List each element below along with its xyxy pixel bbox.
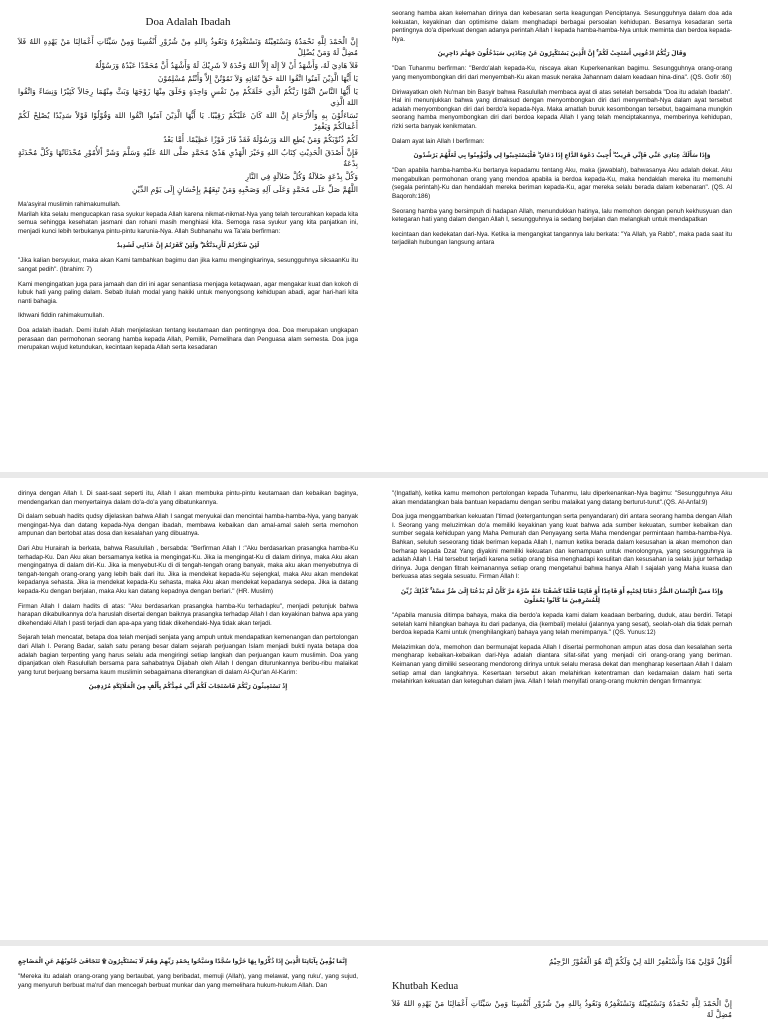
arabic-verse: لَئِنْ شَكَرْتُمْ لَأَزِيدَنَّكُمْ ۖ وَلَئِنْ كَفَرْتُمْ إِنَّ عَذَابِي لَشَدِيدٌ [116, 243, 260, 250]
page3-left-column [18, 958, 358, 996]
page1-right-column [392, 10, 732, 254]
arabic-opening-line: فَلاَ هَادِيَ لَهُ، وَأَشْهَدُ أَنْ لاَ إِلَهَ إِلاَّ اللهُ وَحْدَهُ لاَ شَرِيْكَ لَهُ وَأَشْهَدُ أَنَّ مُحَمَّدًا عَبْدُهُ وَرَسُوْلُهُ [95, 61, 358, 70]
paragraph: Melazimkan do'a, memohon dan bermunajat kepada Allah I disertai permohonan ampun atas dosa dan kesalahan serta mengharap kebaikan-kebaikan dari-Nya adalah diantara sifat-sifat yang menjadi ciri orang-orang yang beriman. Keimanan yang dimiliki seseorang mendorong dirinya untuk selalu merasa dekat dan mengharap kesertaan Allah I dalam setiap amal dan langkahnya. Kesertaan tersebut akan melahirkan ketentraman dan kedamaian dalam hati serta melahirkan kekuatan dan keteguhan dalam jiwa. Allah I telah menyifati orang-orang mukmin dengan firmannya: [392, 643, 732, 686]
verse-translation: "Mereka itu adalah orang-orang yang bertaubat, yang beribadat, memuji (Allah), yang melawat, yang ruku', yang sujud, yang menyuruh berbuat ma'ruf dan mencegah berbuat munkar dan yang memelihara hukum-hukum Allah. Dan [18, 973, 358, 989]
paragraph: kecintaan dan kedekatan dari-Nya. Ketika ia mengangkat tangannya lalu berkata: "Ya Allah, ya Rabb", maka pada saat itu terjadilah hubungan langsung antara [392, 230, 732, 247]
arabic-opening-line: لَكُمْ ذُنُوْبَكُمْ وَمَنْ يُطِعِ اللهَ وَرَسُوْلَهُ فَقَدْ فَازَ فَوْزًا عَظِيْمًا. أَمَّا بَعْدُ [163, 135, 358, 144]
section-title: Khutbah Kedua [392, 981, 459, 992]
arabic-verse: إِذْ تَسْتَغِيثُونَ رَبَّكُمْ فَاسْتَجَابَ لَكُمْ أَنِّي مُمِدُّكُمْ بِأَلْفٍ مِنَ الْمَلَائِكَةِ مُرْدِفِينَ [88, 684, 288, 691]
paragraph: Sejarah telah mencatat, betapa doa telah menjadi senjata yang ampuh untuk mendapatkan kemenangan dan pertolongan dari Allah I. Perang Badar, salah satu perang besar dalam sejarah perjuangan Islam menjadi bukti nyata betapa doa adalah bagian terpenting yang harus selalu ada mengiringi setiap langkah dan perjuangan kaum muslimin. Doa yang dipanjatkan oleh Rasulullah bersama para sahabatnya Dijabah oleh Allah I dengan diturunkannya beribu-ribu malaikat yang turut berjuang bersama kaum muslimin sebagaimana diterangkan di dalam Al-Qur'an Al-Karim: [18, 634, 358, 676]
page-title: Doa Adalah Ibadah [145, 16, 231, 28]
paragraph: Kami mengingatkan juga para jamaah dan diri ini agar senantiasa menjaga ketaqwaan, agar mengakar kuat dan kokoh di lubuk hati yang paling dalam. Sebab itulah modal yang hakiki untuk menyongsong kehidupan abadi, agar hari-hari kita nanti bahagia. [18, 280, 358, 305]
paragraph: seorang hamba akan kelemahan dirinya dan kebesaran serta keagungan Penciptanya. Sesungguhnya dalam doa ada kekuatan, keyakinan dan optimisme dalam menghadapi berbagai persoalan kehidupan. Besarnya kesadaran serta pentingnya do'a diperkuat dengan adanya perintah Allah I kepada hamba-hamba-Nya untuk meminta dan berdoa kepada-Nya. [392, 10, 732, 43]
arabic-opening-line: اللَّهُمَّ صَلِّ عَلَى مُحَمَّدٍ وَعَلَى آلِهِ وَصَحْبِهِ وَمَنْ تَبِعَهُمْ بِإِحْسَانٍ إِلَى يَوْمِ الدِّيْنِ [131, 185, 358, 194]
paragraph: Dari Abu Hurairah ia berkata, bahwa Rasulullah , bersabda: "Berfirman Allah I :"Aku berdasarkan prasangka hamba-Ku terhadap-Ku. Dan Aku akan bersamanya ketika ia mengingat-Ku. Jika ia mengingat-Ku di dalam dirinya, maka Aku akan mengingatnya di dalam diri-Ku. Jika ia menyebut-Ku di di tengah-tengah orang banyak, maka aku akan menyebutnya di tengah-tengah orang-orang yang lebih baik dari itu. Jika ia mendekat kepada-Ku sejengkal, maka Aku akan mendekat kepadanya sehasta. Jika ia mendekat kepada-Ku sehasta, maka Aku akan mendekat kepadanya sedepa. Jika ia datang kepada-Ku dengan berjalan, maka Aku kan datang kepadnya dengan berlari." (HR. Muslim) [18, 544, 358, 595]
arabic-opening-line: إِنَّ الْحَمْدَ لِلَّهِ نَحْمَدُهُ وَنَسْتَعِيْنُهُ وَنَسْتَغْفِرُهُ وَنَعُوذُ بِاللهِ مِنْ شُرُوْرِ أَنْفُسِنَا وَمِنْ سَيِّئَاتِ أَعْمَالِنَا مَنْ يَهْدِهِ اللهُ فَلاَ مُضِلَّ لَهُ وَمَنْ يُضْلِلْ [18, 37, 358, 57]
paragraph: Dalam ayat lain Allah I berfirman: [392, 137, 485, 145]
paragraph: Doa juga menggambarkan kekuatan I'timad (ketergantungan serta penyandaran) diri antara seorang hamba dengan Allah I. Seorang yang meluzimkan do'a memiliki keyakinan yang kuat bahwa ada sumber kekuatan, sumber kebaikan dan sumber segala kehidupan yang Maha Pemurah dan Penyayang serta Maha mendengar permintaan hamba-hamba-Nya. Bahkan, seluluh seseorang tidak beriman kepada Allah I, namun ketika berada dalam kesusahan ia akan memohon dan berharap kepada Dzat Yang diyakini memiliki kekuatan dan kemampuan untuk menolongnya, yang sesungguhnya ia adalah Allah I. Hal tersebut terjadi karena setiap orang bisa menghadapi kesulitan dan kesusahan ia selalu jujur terhadap dirinya. Juga dengan fitrah keimanannya setiap orang mengetahui bahwa hanya Allah I sajalah yang Maha kuasa dan berkuasa atas segala sesuatu. Firman Allah I: [392, 513, 732, 581]
verse-translation: "Apabila manusia ditimpa bahaya, maka dia berdo'a kepada kami dalam keadaan berbaring, duduk, atau berdiri. Tetapi setelah kami hilangkan bahaya itu dari padanya, dia (kembali) melalui (jalannya yang sesat), seolah-olah dia tidak pernah berdoa kepada Kami untuk (menghilangkan) bahaya yang telah menimpanya." (QS. Yunus:12) [392, 611, 732, 637]
arabic-verse: إِنَّمَا يُؤْمِنُ بِآيَاتِنَا الَّذِينَ إِذَا ذُكِّرُوا بِهَا خَرُّوا سُجَّدًا وَسَبَّحُوا بِحَمْدِ رَبِّهِمْ وَهُمْ لَا يَسْتَكْبِرُونَ ۩ تَتَجَافَىٰ جُنُوبُهُمْ عَنِ الْمَضَاجِعِ [18, 959, 347, 965]
document-page-2 [0, 478, 768, 940]
document-page-3 [0, 946, 768, 1024]
paragraph: Seorang hamba yang bersimpuh di hadapan Allah, menundukkan hatinya, lalu memohon dengan penuh kekhusyuan dan ketegaran hati yang dalam dengan Allah I, sesungguhnya ia sedang berjalan dan melangkah untuk mendapatkan [392, 207, 732, 224]
verse-translation: "Jika kalian bersyukur, maka akan Kami tambahkan bagimu dan jika kamu mengingkarinya, sesungguhnya siksaanKu itu sangat pedih". (Ibrahim: 7) [18, 257, 358, 273]
arabic-opening-line: يَا أَيُّهَا الَّذِيْنَ آمَنُوا اتَّقُوا اللهَ حَقَّ تُقَاتِهِ وَلاَ تَمُوْتُنَّ إِلاَّ وَأَنْتُمْ مُسْلِمُوْنَ [157, 74, 358, 83]
paragraph: Marilah kita selalu mengucapkan rasa syukur kepada Allah karena nikmat-nikmat-Nya yang telah tercurahkan kepada kita semua sehingga kesehatan jasmani dan rohani masih menghiasi kita. Semoga rasa syukur yang kita panjatkan ini, menjadi kunci lebih terbukanya pintu-pintu karunia-Nya. Allah Subhanahu wa Ta'ala berfirman: [18, 210, 358, 235]
verse-translation: "Dan Tuhanmu berfirman: "Berdo'alah kepada-Ku, niscaya akan Kuperkenankan bagimu. Sesungguhnya orang-orang yang menyombongkan diri dari menyembah-Ku akan masuk neraka Jahannam dalam keadaan hina-dina". (QS. Gofir :60) [392, 65, 732, 81]
arabic-opening-line: فَإِنَّ أَصْدَقَ الْحَدِيْثِ كِتَابُ اللهِ وَخَيْرَ الْهَدْيِ هَدْيُ مُحَمَّدٍ صَلَّى اللهُ عَلَيْهِ وَسَلَّمَ وَشَرَّ اْلأُمُوْرِ مُحْدَثَاتُهَا وَكُلَّ مُحْدَثَةٍ بِدْعَةٌ [18, 148, 358, 168]
arabic-verse: وَقَالَ رَبُّكُمُ ادْعُونِي أَسْتَجِبْ لَكُمْ ۚ إِنَّ الَّذِينَ يَسْتَكْبِرُونَ عَنْ عِبَادَتِي سَيَدْخُلُونَ جَهَنَّمَ دَاخِرِينَ [437, 51, 687, 58]
paragraph: Firman Allah I dalam hadits di atas: "Aku berdasarkan prasangka hamba-Ku terhadapku", menjadi petunjuk bahwa harapan dikabulkannya do'a haruslah disertai dengan baiknya prasangka terhadap Allah I dan keyakinan bahwa apa yang dikehendaki Allah I pasti terjadi dan apa-apa yang tidak dikehendaki-Nya tidak akan terjadi. [18, 602, 358, 627]
document-page-1 [0, 0, 768, 472]
page2-left-column [18, 490, 358, 698]
arabic-opening-line: تَسَاءَلُوْنَ بِهِ وَاْلأَرْحَامَ إِنَّ اللهَ كَانَ عَلَيْكُمْ رَقِيْبًا. يَا أَيُّهَا الَّذِيْنَ آمَنُوا اتَّقُوا اللهَ وَقُوْلُوْا قَوْلاً سَدِيْدًا يُصْلِحْ لَكُمْ أَعْمَالَكُمْ وَيَغْفِرْ [18, 111, 358, 131]
paragraph: Diriwayatkan oleh Nu'man bin Basyir bahwa Rasulullah membaca ayat di atas setelah bersabda "Doa itu adalah Ibadah". Hal ini menunjukkan bahwa yang dimaksud dengan menyombongkan diri dari menyembah-Nya dalam ayat tersebut adalah menyombongkan diri dari berdo'a kepada-Nya. Maka amatlah buruk kesombongan tersebut, bagaimana mungkin seorang hamba menyombongkan diri dari berdoa kepada Allah I yang telah menciptakannya, memberinya kehidupan, rizki serta banyak kenikmatan. [392, 88, 732, 130]
paragraph: Doa adalah ibadah. Demi itulah Allah menjelaskan tentang keutamaan dan pentingnya doa. Doa merupakan ungkapan perasaan dan permohonan seorang hamba kepada Allah, Pemilik, Pemelihara dan Penguasa alam semesta. Doa juga merupakan wujud ketundukan, kecintaan kepada Allah serta kesadaran [18, 326, 358, 352]
verse-translation: "(Ingatlah), ketika kamu memohon pertolongan kepada Tuhanmu, lalu diperkenankan-Nya bagimu: "Sesungguhnya Aku akan mendatangkan bala bantuan kepadamu dengan seribu malaikat yang datang berturut-turut".(QS. Al-Anfal:9) [392, 490, 732, 506]
page3-right-column [392, 956, 732, 1022]
arabic-opening-line: يَا أَيُّهَا النَّاسُ اتَّقُوْا رَبَّكُمُ الَّذِي خَلَقَكُمْ مِنْ نَفْسٍ وَاحِدَةٍ وَخَلَقَ مِنْهَا زَوْجَهَا وَبَثَّ مِنْهُمَا رِجَالاً كَثِيْرًا وَنِسَاءً وَاتَّقُوا اللهَ الَّذِي [18, 87, 358, 107]
arabic-verse: وَإِذَا سَأَلَكَ عِبَادِي عَنِّي فَإِنِّي قَرِيبٌ ۖ أُجِيبُ دَعْوَةَ الدَّاعِ إِذَا دَعَانِ ۖ فَلْيَسْتَجِيبُوا لِي وَلْيُؤْمِنُوا بِي لَعَلَّهُمْ يَرْشُدُونَ [413, 153, 711, 160]
arabic-opening-line: وَكُلَّ بِدْعَةٍ ضَلاَلَةٌ وَكُلَّ ضَلاَلَةٍ فِي النَّارِ [245, 172, 358, 181]
verse-translation: "Dan apabila hamba-hamba-Ku bertanya kepadamu tentang Aku, maka (jawablah), bahwasanya Aku adalah dekat. Aku mengabulkan permohonan orang yang mendoa apabila ia berdoa kepada-Ku, maka hendaklah mereka itu memenuhi (segala perintah)-Ku dan hendaklah mereka beriman kepada-Ku, agar mereka selalu berada dalam kebenaran". (QS. Al Baqoroh:186) [392, 167, 732, 200]
paragraph: Di dalam sebuah hadits qudsy dijelaskan bahwa Allah I sangat menyukai dan mencintai hamba-hamba-Nya, yang banyak mengingat-Nya dan datang kepada-Nya dengan ibadah, membawa kebaikan dan amal-amal saleh serta memohon ampunan dan bertobat atas dosa dan kesalahan yang dibuatnya. [18, 513, 358, 538]
arabic-verse: وَإِذَا مَسَّ الْإِنْسَانَ الضُّرُّ دَعَانَا لِجَنْبِهِ أَوْ قَاعِدًا أَوْ قَائِمًا فَلَمَّا كَشَفْنَا عَنْهُ ضُرَّهُ مَرَّ كَأَنْ لَمْ يَدْعُنَا إِلَىٰ ضُرٍّ مَسَّهُ ۚ كَذَٰلِكَ زُيِّنَ لِلْمُسْرِفِينَ مَا كَانُوا يَعْمَلُونَ [400, 588, 724, 604]
arabic-opening-line: إِنَّ الْحَمْدَ لِلَّهِ نَحْمَدُهُ وَنَسْتَعِيْنُهُ وَنَسْتَغْفِرُهُ وَنَعُوذُ بِاللهِ مِنْ شُرُوْرِ أَنْفُسِنَا وَمِنْ سَيِّئَاتِ أَعْمَالِنَا مَنْ يَهْدِهِ اللهُ فَلاَ مُضِلَّ لَهُ [392, 999, 732, 1019]
page1-left-column [18, 10, 358, 359]
arabic-closing-line: أَقُوْلُ قَوْلِيْ هَذَا وَأَسْتَغْفِرُ اللهَ لِيْ وَلَكُمْ إِنَّهُ هُوَ الْغَفُوْرُ الرَّحِيْمُ [548, 957, 732, 966]
greeting: Ma'asyiral muslimin rahimakumullah. [18, 201, 121, 208]
greeting: Ikhwani fiddin rahimakumullah. [18, 312, 105, 320]
paragraph: dirinya dengan Allah I. Di saat-saat seperti itu, Allah I akan membuka pintu-pintu keutamaan dan kebaikan baginya, mendengarkan dan menyertainya dalam do'a-do'a yang dibatunkannya. [18, 490, 358, 506]
page2-right-column [392, 490, 732, 693]
